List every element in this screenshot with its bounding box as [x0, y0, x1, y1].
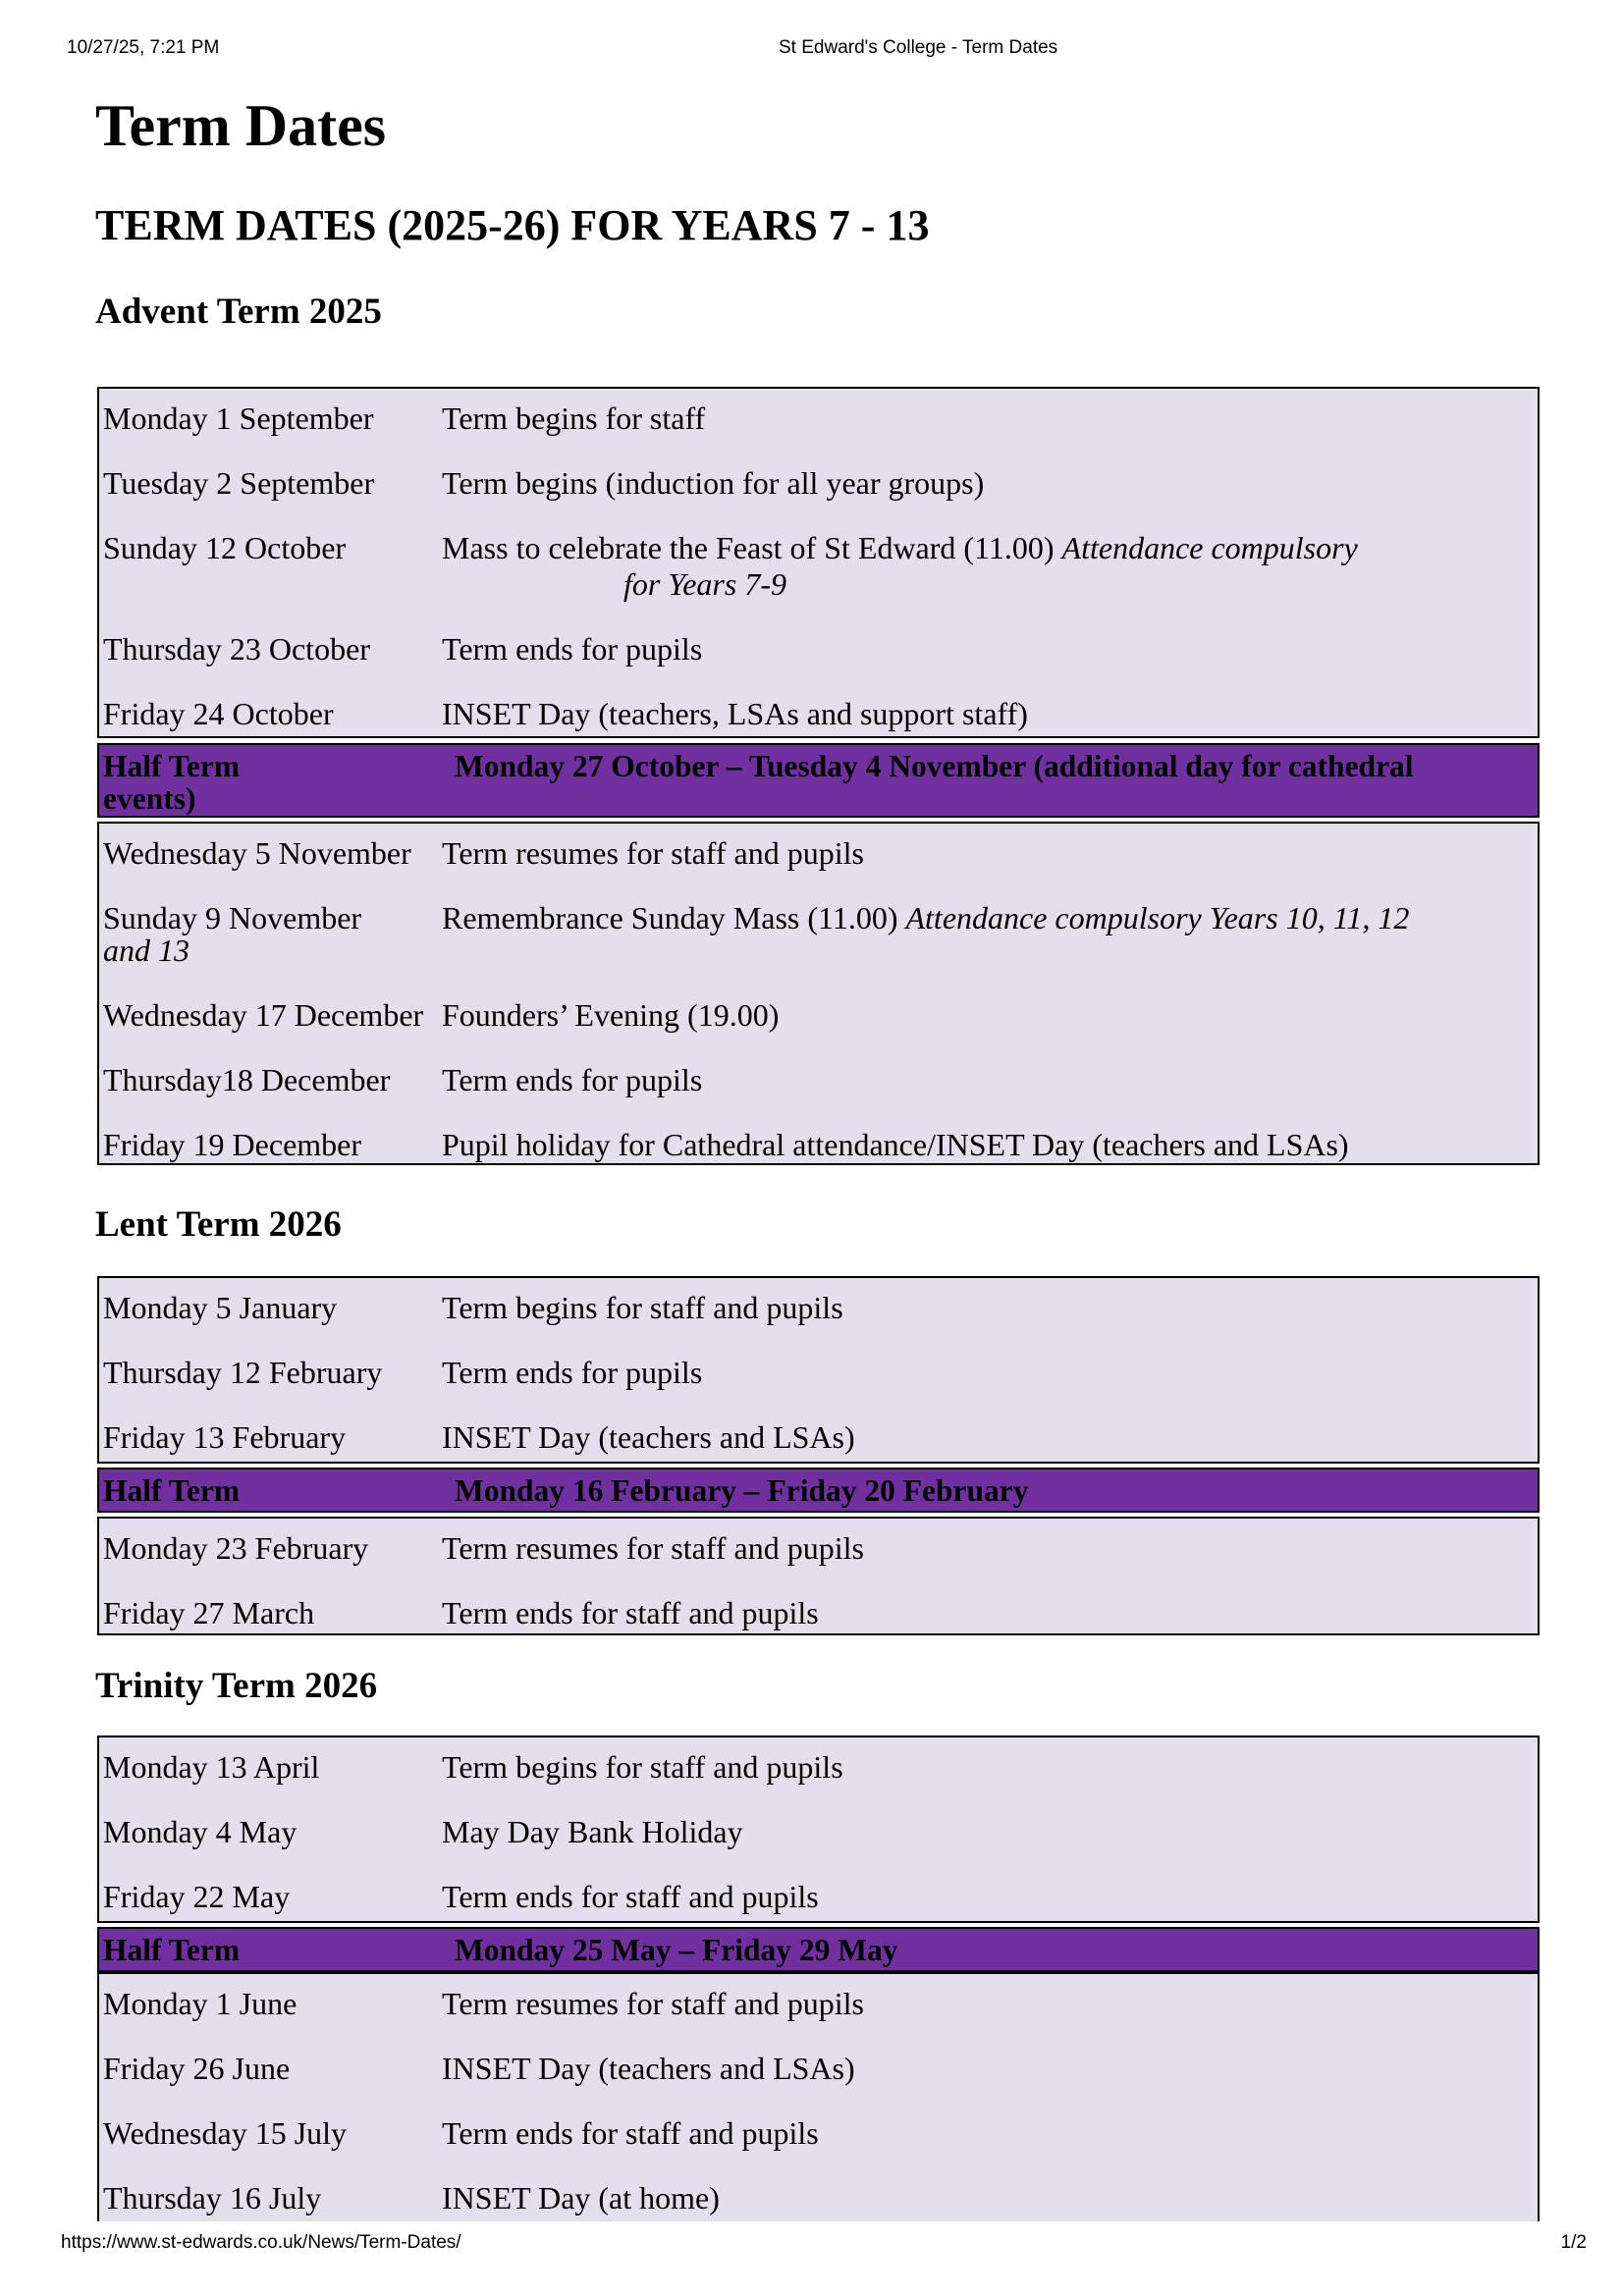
half-term-row-advent [97, 743, 1540, 818]
half-term-label: Half Term [103, 1473, 241, 1508]
event-row [103, 1129, 1532, 1161]
event-date: Friday 22 May [103, 1879, 291, 1914]
event-description: Term ends for staff and pupils [442, 1595, 819, 1630]
document-heading: TERM DATES (2025-26) FOR YEARS 7 - 13 [95, 201, 930, 249]
print-doc-title: St Edward's College - Term Dates [779, 37, 1058, 58]
event-date: Monday 4 May [103, 1814, 298, 1849]
advent-table-before-half-term [97, 387, 1540, 738]
event-description: Founders’ Evening (19.00) [442, 997, 780, 1033]
event-description-wrap: for Years 7-9 [623, 566, 786, 602]
event-date: Thursday 12 February [103, 1355, 383, 1390]
event-date: Thursday18 December [103, 1062, 391, 1097]
event-date: Sunday 9 November [103, 900, 362, 935]
event-row [103, 1064, 1532, 1096]
event-date: Wednesday 5 November [103, 835, 411, 871]
event-date: Wednesday 17 December [103, 997, 424, 1033]
event-description-italic: Attendance compulsory [1061, 530, 1358, 565]
event-description: Mass to celebrate the Feast of St Edward (11.00) [442, 530, 1062, 565]
section-heading-trinity: Trinity Term 2026 [95, 1666, 378, 1706]
advent-table-after-half-term [97, 822, 1540, 1165]
event-row [103, 2053, 1532, 2085]
event-date: Monday 13 April [103, 1749, 320, 1785]
event-description: Term ends for pupils [442, 1062, 703, 1097]
print-datetime: 10/27/25, 7:21 PM [67, 37, 220, 58]
event-row [103, 902, 1532, 967]
half-term-row-trinity [97, 1927, 1540, 1972]
lent-table-before-half-term [97, 1276, 1540, 1464]
event-date: Friday 26 June [103, 2051, 291, 2086]
event-description: Term begins for staff and pupils [442, 1290, 843, 1325]
half-term-label: Half Term [103, 749, 241, 783]
print-footer-url: https://www.st-edwards.co.uk/News/Term-Dates/ [61, 2232, 461, 2253]
event-description: May Day Bank Holiday [442, 1814, 743, 1849]
event-date: Thursday 16 July [103, 2180, 322, 2216]
event-row [103, 1881, 1532, 1913]
half-term-row-lent [97, 1468, 1540, 1513]
event-description: INSET Day (at home) [442, 2180, 720, 2216]
event-description: Remembrance Sunday Mass (11.00) [442, 900, 906, 935]
event-row [103, 698, 1532, 730]
event-date: Tuesday 2 September [103, 465, 375, 501]
event-description: Term resumes for staff and pupils [442, 1530, 864, 1566]
event-date: Friday 27 March [103, 1595, 315, 1630]
event-row [103, 467, 1532, 500]
event-row [103, 1751, 1532, 1784]
event-row [103, 1988, 1532, 2020]
print-page-number: 1/2 [1560, 2232, 1587, 2253]
event-row [103, 1421, 1532, 1454]
event-row [103, 837, 1532, 870]
event-date: Monday 1 June [103, 1986, 298, 2021]
event-row [103, 1357, 1532, 1389]
half-term-label: Half Term [103, 1933, 241, 1967]
section-heading-lent: Lent Term 2026 [95, 1204, 342, 1245]
event-description: INSET Day (teachers and LSAs) [442, 2051, 855, 2086]
event-date: Thursday 23 October [103, 631, 370, 667]
event-date: Wednesday 15 July [103, 2115, 348, 2151]
event-description: Term ends for pupils [442, 1355, 703, 1390]
event-description: INSET Day (teachers and LSAs) [442, 1419, 855, 1455]
trinity-table-after-half-term [97, 1972, 1540, 2221]
event-date: Monday 23 February [103, 1530, 369, 1566]
event-row [103, 2117, 1532, 2150]
event-row [103, 999, 1532, 1032]
half-term-dates: Monday 16 February – Friday 20 February [455, 1473, 1029, 1508]
event-date: Friday 19 December [103, 1127, 362, 1162]
event-description: Term resumes for staff and pupils [442, 1986, 864, 2021]
half-term-dates: Monday 25 May – Friday 29 May [455, 1933, 898, 1967]
event-date: Friday 24 October [103, 696, 334, 731]
event-description: Term resumes for staff and pupils [442, 835, 864, 871]
event-row [103, 2182, 1532, 2215]
event-description: Term begins for staff and pupils [442, 1749, 843, 1785]
event-row [103, 1597, 1532, 1629]
section-heading-advent: Advent Term 2025 [95, 292, 382, 332]
trinity-table-before-half-term [97, 1735, 1540, 1923]
event-description: INSET Day (teachers, LSAs and support staff) [442, 696, 1028, 731]
event-description-wrap: and 13 [103, 933, 189, 968]
event-description: Term ends for staff and pupils [442, 2115, 819, 2151]
event-date: Friday 13 February [103, 1419, 347, 1455]
event-row [103, 1532, 1532, 1565]
event-description: Term ends for staff and pupils [442, 1879, 819, 1914]
event-row [103, 532, 1532, 601]
event-description: Term begins for staff [442, 400, 706, 436]
event-description-italic: Attendance compulsory Years 10, 11, 12 [905, 900, 1410, 935]
event-description: Term begins (induction for all year groups) [442, 465, 985, 501]
event-date: Monday 1 September [103, 400, 374, 436]
event-row [103, 633, 1532, 666]
half-term-dates: Monday 27 October – Tuesday 4 November (additional day for cathedral [455, 749, 1414, 783]
event-row [103, 1292, 1532, 1324]
lent-table-after-half-term [97, 1517, 1540, 1635]
event-date: Monday 5 January [103, 1290, 338, 1325]
event-row [103, 402, 1532, 435]
event-row [103, 1816, 1532, 1848]
page-title: Term Dates [95, 93, 387, 158]
event-description: Pupil holiday for Cathedral attendance/INSET Day (teachers and LSAs) [442, 1127, 1349, 1162]
half-term-dates-wrap: events) [103, 781, 196, 816]
event-description: Term ends for pupils [442, 631, 703, 667]
event-date: Sunday 12 October [103, 530, 347, 565]
